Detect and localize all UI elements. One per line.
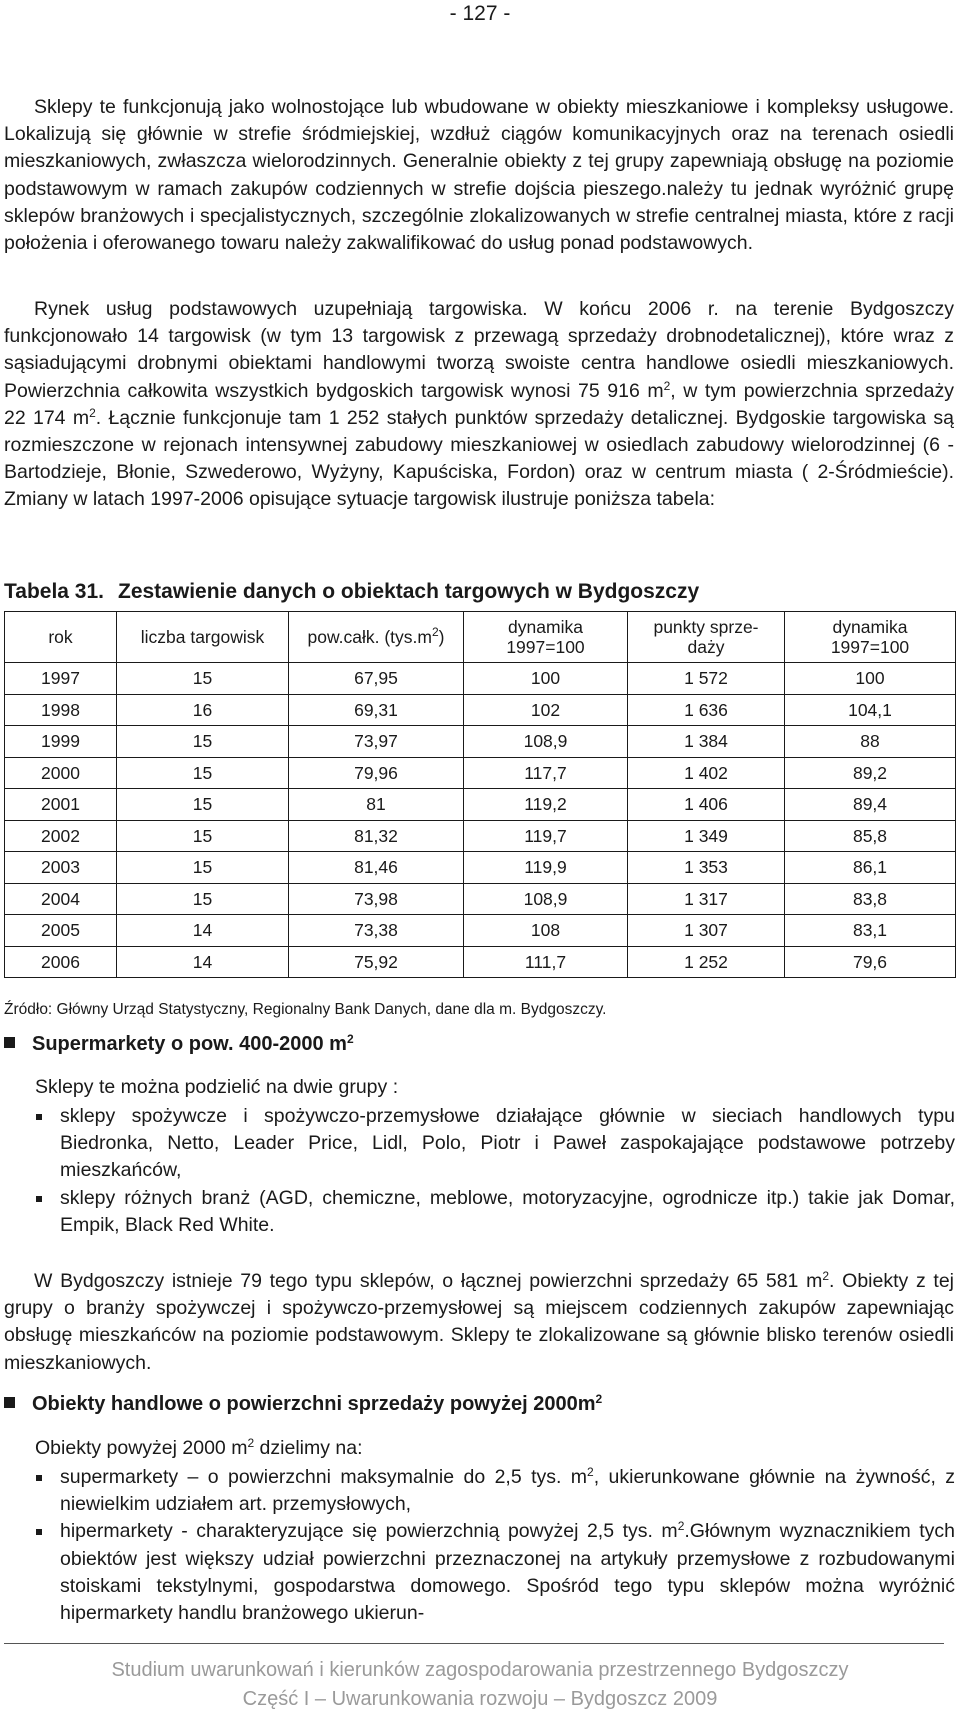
table-cell: 2006: [5, 946, 117, 978]
table-cell: 1 384: [628, 726, 785, 758]
header-pow-calk: [289, 612, 464, 663]
table-cell: 1 349: [628, 820, 785, 852]
table-cell: 1 317: [628, 883, 785, 915]
table-cell: 102: [464, 694, 628, 726]
header-punkty-sprzedazy: [628, 612, 785, 663]
section1-bullet-list: [35, 1103, 955, 1239]
section2-intro-text: Obiekty powyżej 2000 m: [35, 1437, 248, 1459]
table-cell: 1998: [5, 694, 117, 726]
table-cell: 1 353: [628, 852, 785, 884]
page-number: - 127 -: [449, 2, 511, 25]
table-cell: 1997: [5, 663, 117, 695]
table-cell: 67,95: [289, 663, 464, 695]
bullet-sup: 2: [677, 1519, 685, 1534]
square-bullet-icon: [4, 1037, 15, 1048]
table-cell: 16: [117, 694, 289, 726]
section2-heading-sup: 2: [595, 1392, 603, 1406]
table-cell: 79,6: [785, 946, 956, 978]
market-text-2: , w tym powierzchnia sprzedaży 22 174 m: [4, 379, 954, 429]
header-dynamika-2-line2: 1997=100: [830, 637, 910, 657]
market-sup-1: 2: [663, 378, 671, 393]
table-label: Tabela 31.: [4, 580, 104, 603]
table-cell: 83,1: [785, 915, 956, 947]
table-source-note: Źródło: Główny Urząd Statystyczny, Regionalny Bank Danych, dane dla m. Bydgoszczy.: [4, 1001, 607, 1018]
table-cell: 81: [289, 789, 464, 821]
header-dynamika-1-line1: dynamika: [508, 617, 583, 637]
bullet-text: supermarkety – o powierzchni maksymalnie do 2,5 tys. m: [60, 1466, 588, 1488]
table-cell: 79,96: [289, 757, 464, 789]
table-row: [5, 757, 956, 789]
bullet-text: .Głównym wyznacznikiem tych obiektów jest większy udział powierzchni przeznaczonej na artykuły przemysłowe z rozbudowanymi stoiskami tekstylnymi, gospodarstwa domowego. Spośród tego typu sklepów można wyróżnić hipermarkety handlu branżowego ukierun-: [60, 1520, 955, 1625]
header-dynamika-2: [785, 612, 956, 663]
table-title: [4, 580, 699, 604]
section1-para-text-2: . Obiekty z tej grupy o branży spożywczej i spożywczo-przemysłowej są miejscem codziennych zakupów zapewniając obsługę mieszkańców na poziomie podstawowym. Sklepy te zlokalizowane są głównie blisko terenów osiedli mieszkaniowych.: [4, 1270, 954, 1374]
bullet-text: hipermarkety - charakteryzujące się powierzchnią powyżej 2,5 tys. m: [60, 1520, 678, 1543]
table-row: [5, 663, 956, 695]
section2-intro-end: dzielimy na:: [254, 1437, 363, 1459]
table-cell: 73,97: [289, 726, 464, 758]
square-bullet-icon: [4, 1397, 15, 1408]
section2-intro: [35, 1437, 363, 1460]
table-cell: 1 402: [628, 757, 785, 789]
section2-heading-text: Obiekty handlowe o powierzchni sprzedaży powyżej 2000m: [32, 1393, 596, 1415]
table-cell: 73,98: [289, 883, 464, 915]
table-cell: 1 636: [628, 694, 785, 726]
table-row: [5, 946, 956, 978]
table-cell: 119,9: [464, 852, 628, 884]
table-cell: 85,8: [785, 820, 956, 852]
header-dynamika-1-line2: 1997=100: [506, 637, 585, 657]
header-punkty-line2: daży: [687, 637, 725, 657]
section2-bullet-list: [35, 1464, 955, 1627]
section1-heading-text: Supermarkety o pow. 400-2000 m: [32, 1033, 347, 1055]
table-cell: 15: [117, 757, 289, 789]
table-cell: 86,1: [785, 852, 956, 884]
section1-para-sup: 2: [822, 1269, 830, 1283]
table-caption: Zestawienie danych o obiektach targowych w Bydgoszczy: [118, 580, 700, 603]
intro-paragraph-part2: należy tu jednak wyróżnić grupę sklepów branżowych i specjalistycznych, szczególnie zlokalizowanych w strefie centralnej miasta, które z racji położenia i oferowanego towaru należy zakwalifikować do usług ponad podstawowych.: [4, 177, 954, 255]
section1-paragraph: [4, 1268, 954, 1377]
section1-intro: Sklepy te można podzielić na dwie grupy :: [35, 1076, 399, 1098]
table-cell: 1 406: [628, 789, 785, 821]
table-cell: 1 572: [628, 663, 785, 695]
table-cell: 111,7: [464, 946, 628, 978]
footer-line-1: Studium uwarunkowań i kierunków zagospodarowania przestrzennego Bydgoszczy: [111, 1659, 849, 1681]
table-cell: 108,9: [464, 883, 628, 915]
section-heading-large-stores: [4, 1393, 602, 1416]
table-cell: 2000: [5, 757, 117, 789]
table-row: [5, 883, 956, 915]
table-cell: 117,7: [464, 757, 628, 789]
table-cell: 69,31: [289, 694, 464, 726]
table-cell: 108: [464, 915, 628, 947]
table-cell: 100: [785, 663, 956, 695]
table-cell: 1 252: [628, 946, 785, 978]
table-cell: 14: [117, 915, 289, 947]
table-cell: 15: [117, 789, 289, 821]
market-sup-2: 2: [89, 405, 96, 420]
table-cell: 15: [117, 883, 289, 915]
market-text-1: Rynek usług podstawowych uzupełniają targowiska. W końcu 2006 r. na terenie Bydgoszczy funkcjonowało 14 targowisk (w tym 13 targowisk z przewagą sprzedaży drobnodetalicznej), które wraz z sąsiadującymi drobnymi obiektami handlowymi tworzą swoiste centra handlowe osiedli mieszkaniowych. Powierzchnia całkowita wszystkich bydgoskich targowisk wynosi 75 916 m: [4, 298, 954, 402]
table-cell: 100: [464, 663, 628, 695]
table-cell: 2003: [5, 852, 117, 884]
table-cell: 14: [117, 946, 289, 978]
table-cell: 119,2: [464, 789, 628, 821]
table-row: [5, 852, 956, 884]
table-cell: 1 307: [628, 915, 785, 947]
header-pow-end: ): [438, 627, 445, 647]
table-cell: 73,38: [289, 915, 464, 947]
table-cell: 88: [785, 726, 956, 758]
footer-line-2: Część I – Uwarunkowania rozwoju – Bydgoszcz 2009: [242, 1688, 718, 1710]
header-pow-sup: 2: [431, 625, 439, 639]
market-paragraph: [4, 296, 954, 514]
table-cell: 15: [117, 663, 289, 695]
table-row: [5, 820, 956, 852]
table-row: [5, 915, 956, 947]
bullet-text: , ukierunkowane głównie na żywność, z niewielkim udziałem art. przemysłowych,: [60, 1466, 955, 1516]
table-header-row: [5, 612, 956, 663]
table-cell: 1999: [5, 726, 117, 758]
list-item: sklepy różnych branż (AGD, chemiczne, meblowe, motoryzacyjne, ogrodnicze itp.) takie jak Domar, Empik, Black Red White.: [35, 1185, 955, 1239]
table-cell: 15: [117, 726, 289, 758]
list-item: [35, 1518, 955, 1627]
section1-para-text-1: W Bydgoszczy istnieje 79 tego typu sklepów, o łącznej powierzchni sprzedaży 65 581 m: [34, 1270, 823, 1292]
table-row: [5, 789, 956, 821]
table-row: [5, 694, 956, 726]
table-cell: 15: [117, 852, 289, 884]
market-text-3: . Łącznie funkcjonuje tam 1 252 stałych punktów sprzedaży detalicznej. Bydgoskie targowiska są rozmieszczone w rejonach intensywnej zabudowy mieszkaniowej w osiedlach zabudowy wielorodzinnej (6 - Bartodzieje, Błonie, Szwederowo, Wyżyny, Kapuściska, Fordon) oraz w centrum miasta ( 2-Śródmieście). Zmiany w latach 1997-2006 opisujące sytuacje targowisk ilustruje poniższa tabela:: [4, 406, 954, 511]
bullet-sup: 2: [587, 1465, 594, 1479]
table-cell: 119,7: [464, 820, 628, 852]
table-cell: 2001: [5, 789, 117, 821]
header-liczba-targowisk: liczba targowisk: [117, 612, 289, 663]
intro-paragraph-part1: Sklepy te funkcjonują jako wolnostojące lub wbudowane w obiekty mieszkaniowe i kompleksy usługowe. Lokalizują się głównie w strefie śródmiejskiej, wzdłuż ciągów komunikacyjnych oraz na terenach osiedli mieszkaniowych, zwłaszcza wielorodzinnych. Generalnie obiekty z tej grupy zapewniają obsługę na poziomie podstawowym w ramach zakupów codziennych w strefie dojścia pieszego.: [4, 96, 954, 200]
section-heading-supermarkets: [4, 1033, 354, 1056]
header-dynamika-2-line1: dynamika: [832, 617, 908, 637]
table-cell: 89,2: [785, 757, 956, 789]
list-item: sklepy spożywcze i spożywczo-przemysłowe działające głównie w sieciach handlowych typu Biedronka, Netto, Leader Price, Lidl, Polo, Piotr i Paweł zaspokajające podstawowe potrzeby mieszkańców,: [35, 1103, 955, 1185]
list-item: [35, 1464, 955, 1518]
header-rok: rok: [5, 612, 117, 663]
table-cell: 81,46: [289, 852, 464, 884]
header-dynamika-1: [464, 612, 628, 663]
table-cell: 2002: [5, 820, 117, 852]
section1-heading-sup: 2: [346, 1032, 354, 1046]
intro-paragraph: [4, 94, 954, 257]
header-punkty-line1: punkty sprze-: [653, 617, 759, 637]
footer-divider: [4, 1643, 944, 1644]
table-cell: 15: [117, 820, 289, 852]
table-row: [5, 726, 956, 758]
table-cell: 108,9: [464, 726, 628, 758]
market-data-table: [4, 611, 956, 978]
table-cell: 104,1: [785, 694, 956, 726]
table-cell: 2004: [5, 883, 117, 915]
table-cell: 75,92: [289, 946, 464, 978]
header-pow-text: pow.całk. (tys.m: [307, 627, 432, 647]
table-cell: 2005: [5, 915, 117, 947]
table-cell: 89,4: [785, 789, 956, 821]
section2-intro-sup: 2: [247, 1436, 255, 1450]
table-cell: 83,8: [785, 883, 956, 915]
table-cell: 81,32: [289, 820, 464, 852]
